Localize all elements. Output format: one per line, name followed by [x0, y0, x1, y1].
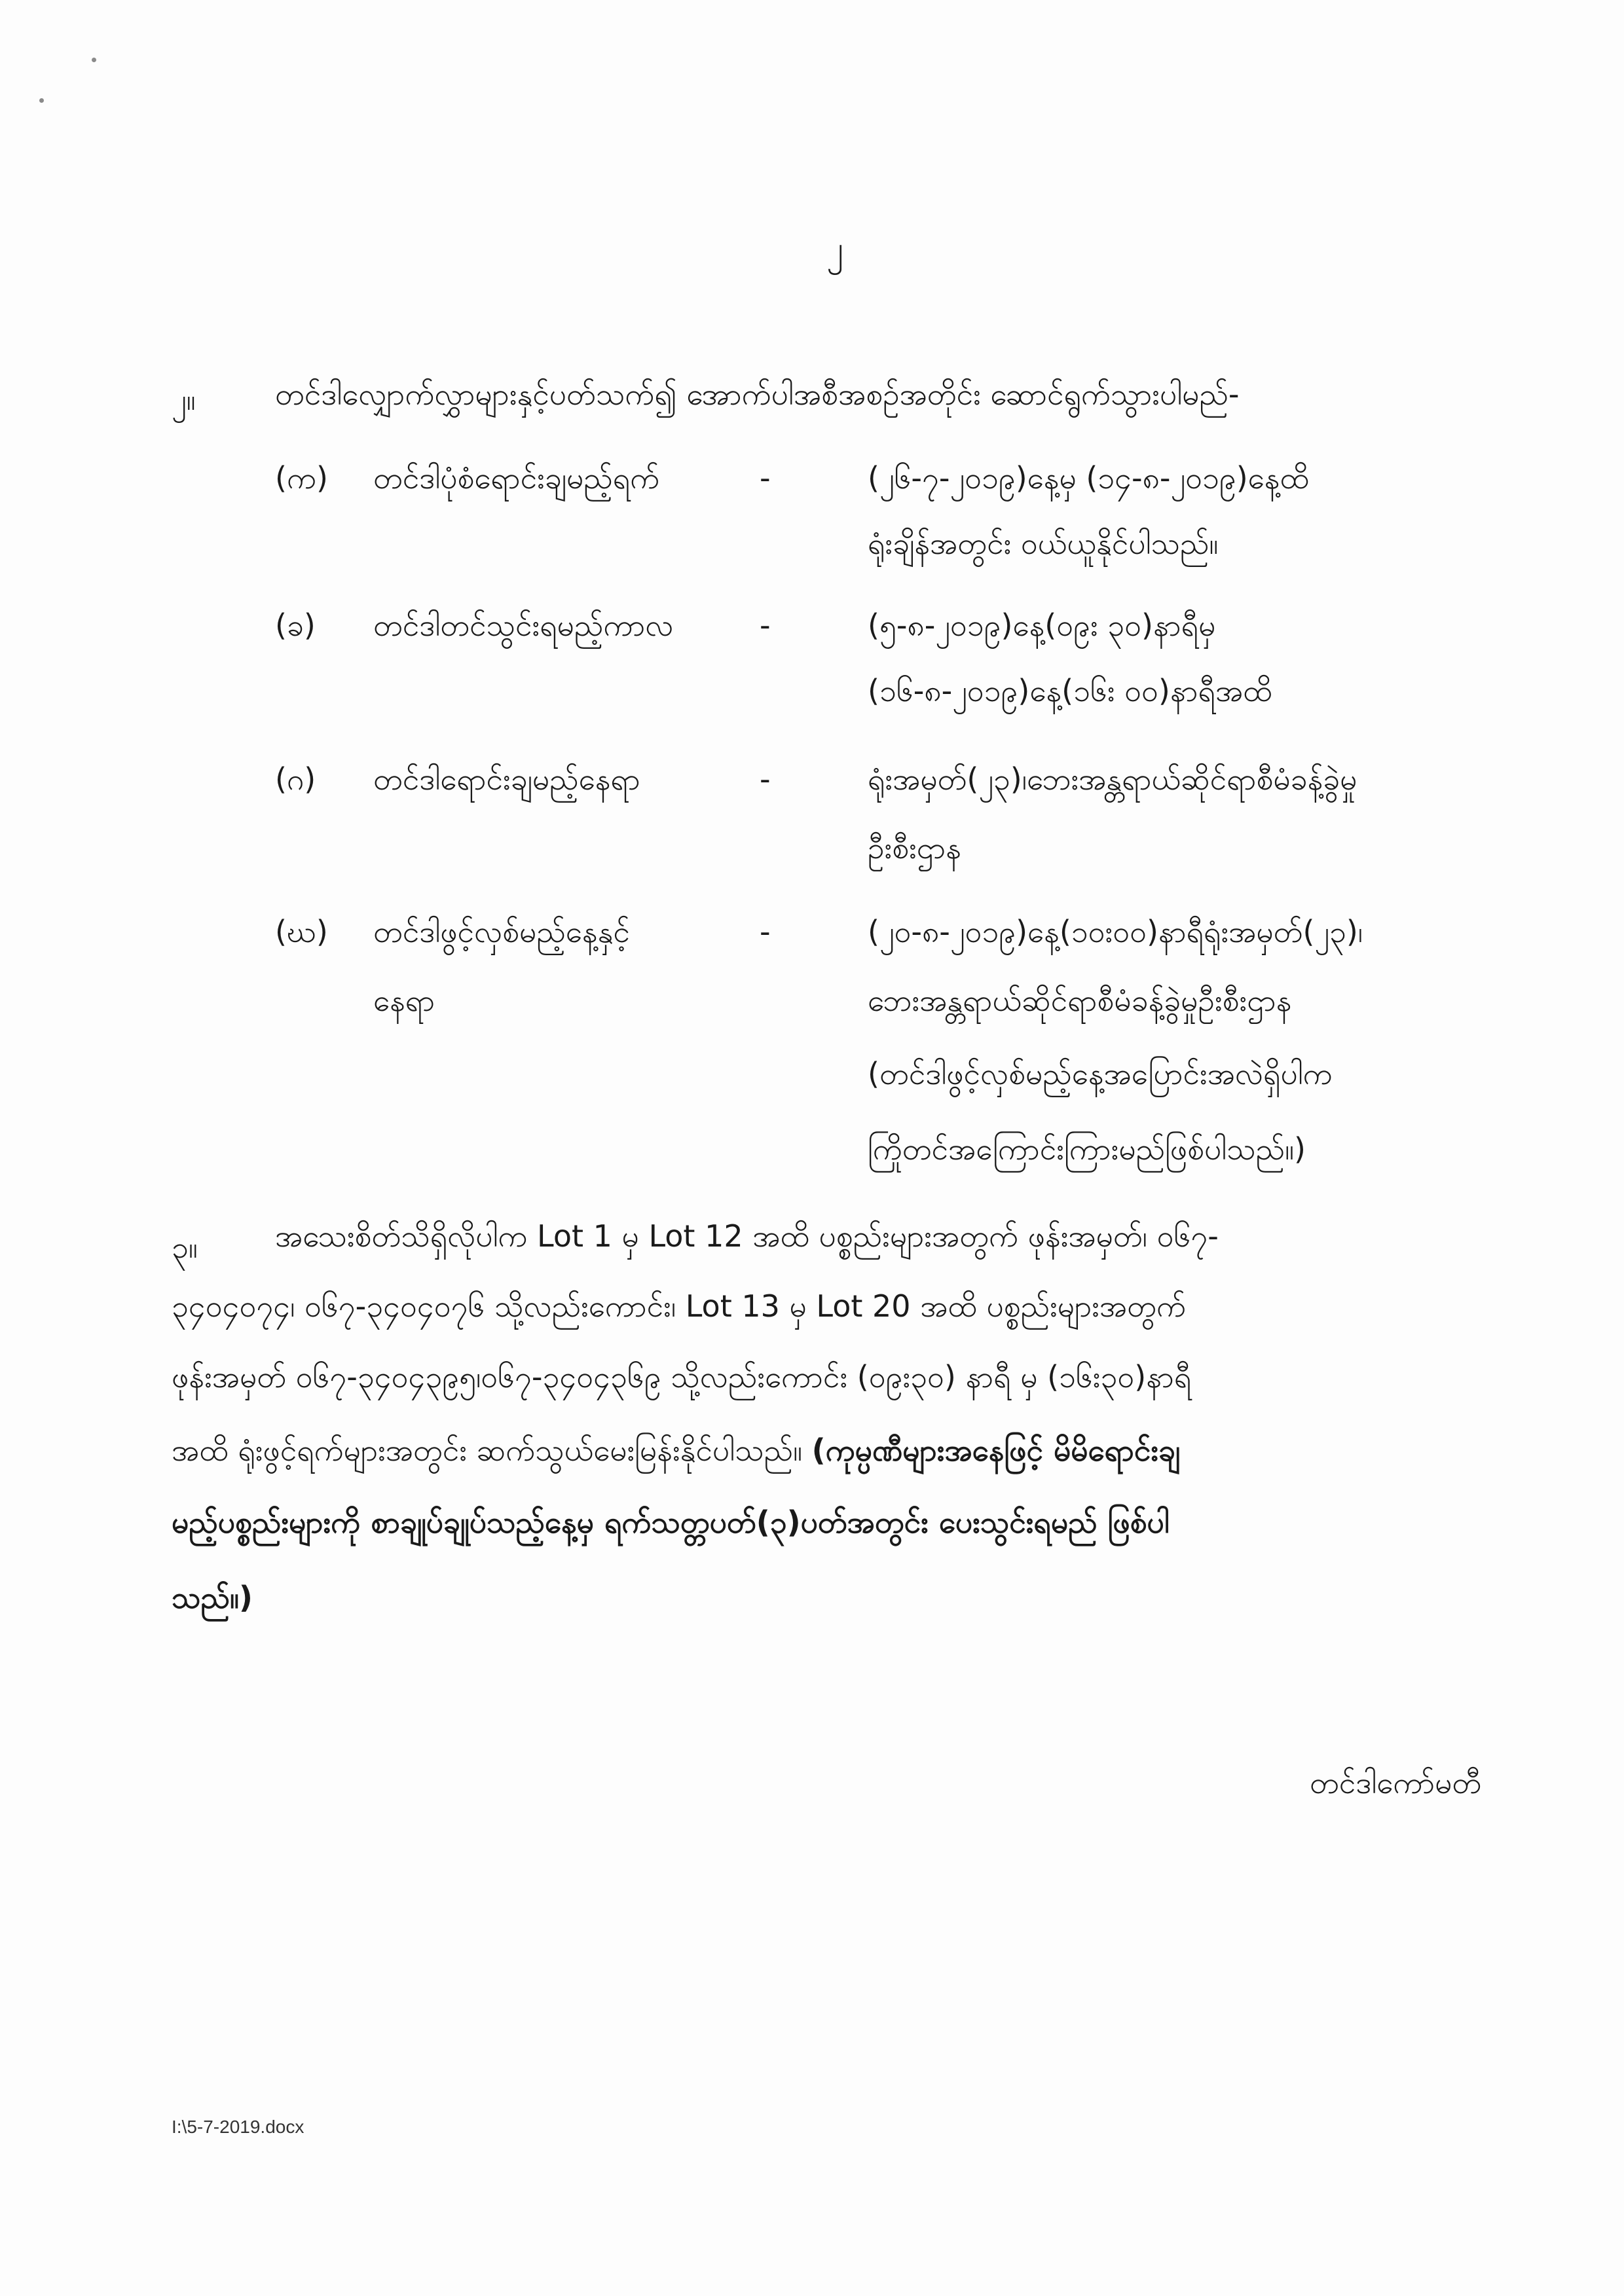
paragraph-3-bold-note: (ကုမ္ပဏီများအနေဖြင့် မိမိရောင်းချ	[811, 1432, 1181, 1468]
schedule-item-value: (၂၀-၈-၂၀၁၉)နေ့(၁၀း၀၀)နာရီရုံးအမှတ်(၂၃)၊	[868, 914, 1363, 949]
schedule-item-title: နေရာ	[373, 983, 435, 1018]
paragraph-3-line: ဖုန်းအမှတ် ၀၆၇-၃၄၀၄၃၉၅၊၀၆၇-၃၄၀၄၃၆၉ သို့လည်းကောင်း (၀၉း၃၀) နာရီ မှ (၁၆း၃၀)နာရီ	[172, 1359, 1192, 1394]
schedule-item-dash: -	[760, 914, 771, 949]
signature-committee: တင်ဒါကော်မတီ	[1310, 1765, 1482, 1800]
schedule-item-label: (ခ)	[275, 608, 316, 643]
schedule-item-title: တင်ဒါပုံစံရောင်းချမည့်ရက်	[373, 460, 660, 496]
schedule-item-label: (ဂ)	[275, 761, 316, 797]
schedule-item-label: (ဃ)	[275, 914, 328, 949]
schedule-item-value: (၂၆-၇-၂၀၁၉)နေ့မှ (၁၄-၈-၂၀၁၉)နေ့ထိ	[868, 460, 1309, 496]
paragraph-3-line-with-bold	[172, 1430, 1521, 1470]
schedule-item-dash: -	[760, 608, 771, 643]
schedule-item-title: တင်ဒါရောင်းချမည့်နေရာ	[373, 761, 640, 797]
schedule-item-dash: -	[760, 761, 771, 797]
schedule-item-label: (က)	[275, 460, 328, 496]
schedule-item-value: ကြိုတင်အကြောင်းကြားမည်ဖြစ်ပါသည်။)	[868, 1131, 1306, 1167]
paragraph-3-line: အသေးစိတ်သိရှိလိုပါက Lot 1 မှ Lot 12 အထိ ပစ္စည်းများအတွက် ဖုန်းအမှတ်၊ ၀၆၇-	[275, 1218, 1219, 1254]
schedule-item-value: ရုံးအမှတ်(၂၃)၊ဘေးအန္တရာယ်ဆိုင်ရာစီမံခန့်ခွဲမှု	[868, 761, 1357, 797]
schedule-item-title: တင်ဒါဖွင့်လှစ်မည့်နေ့နှင့်	[373, 914, 630, 949]
schedule-item-dash: -	[760, 460, 771, 496]
schedule-item-title: တင်ဒါတင်သွင်းရမည့်ကာလ	[373, 608, 674, 643]
paragraph-3-bold-note: မည့်ပစ္စည်းများကို စာချုပ်ချုပ်သည့်နေ့မှ ရက်သတ္တပတ်(၃)ပတ်အတွင်း ပေးသွင်းရမည် ဖြစ်ပါ	[172, 1504, 1170, 1540]
schedule-item-value: ဘေးအန္တရာယ်ဆိုင်ရာစီမံခန့်ခွဲမှုဦးစီးဌာန	[868, 983, 1292, 1018]
paragraph-3-line: ၃၄၀၄၀၇၄၊ ၀၆၇-၃၄၀၄၀၇၆ သို့လည်းကောင်း၊ Lot 13 မှ Lot 20 အထိ ပစ္စည်းများအတွက်	[172, 1288, 1186, 1324]
schedule-item-value: ဦးစီးဌာန	[868, 830, 961, 866]
paragraph-3-number: ၃။	[172, 1230, 198, 1265]
schedule-item-value: (တင်ဒါဖွင့်လှစ်မည့်နေ့အပြောင်းအလဲရှိပါက	[868, 1056, 1333, 1091]
paragraph-2-intro: တင်ဒါလျှောက်လွှာများနှင့်ပတ်သက်၍ အောက်ပါအစီအစဉ်အတိုင်း ဆောင်ရွက်သွားပါမည်-	[275, 376, 1240, 412]
page-number: ၂	[826, 229, 843, 268]
schedule-item-value: (၁၆-၈-၂၀၁၉)နေ့(၁၆း ၀၀)နာရီအထိ	[868, 673, 1272, 708]
paragraph-2-number: ၂။	[172, 382, 196, 417]
schedule-item-value: (၅-၈-၂၀၁၉)နေ့(၀၉း ၃၀)နာရီမှ	[868, 608, 1216, 643]
schedule-item-value: ရုံးချိန်အတွင်း ဝယ်ယူနိုင်ပါသည်။	[868, 526, 1219, 561]
paragraph-3-bold-note: သည်။)	[172, 1580, 253, 1615]
scan-speck	[39, 98, 44, 103]
file-path-footer: I:\5-7-2019.docx	[172, 2117, 304, 2137]
paragraph-3-line: အထိ ရုံးဖွင့်ရက်များအတွင်း ဆက်သွယ်မေးမြန်းနိုင်ပါသည်။	[172, 1432, 802, 1468]
scan-speck	[92, 58, 96, 62]
